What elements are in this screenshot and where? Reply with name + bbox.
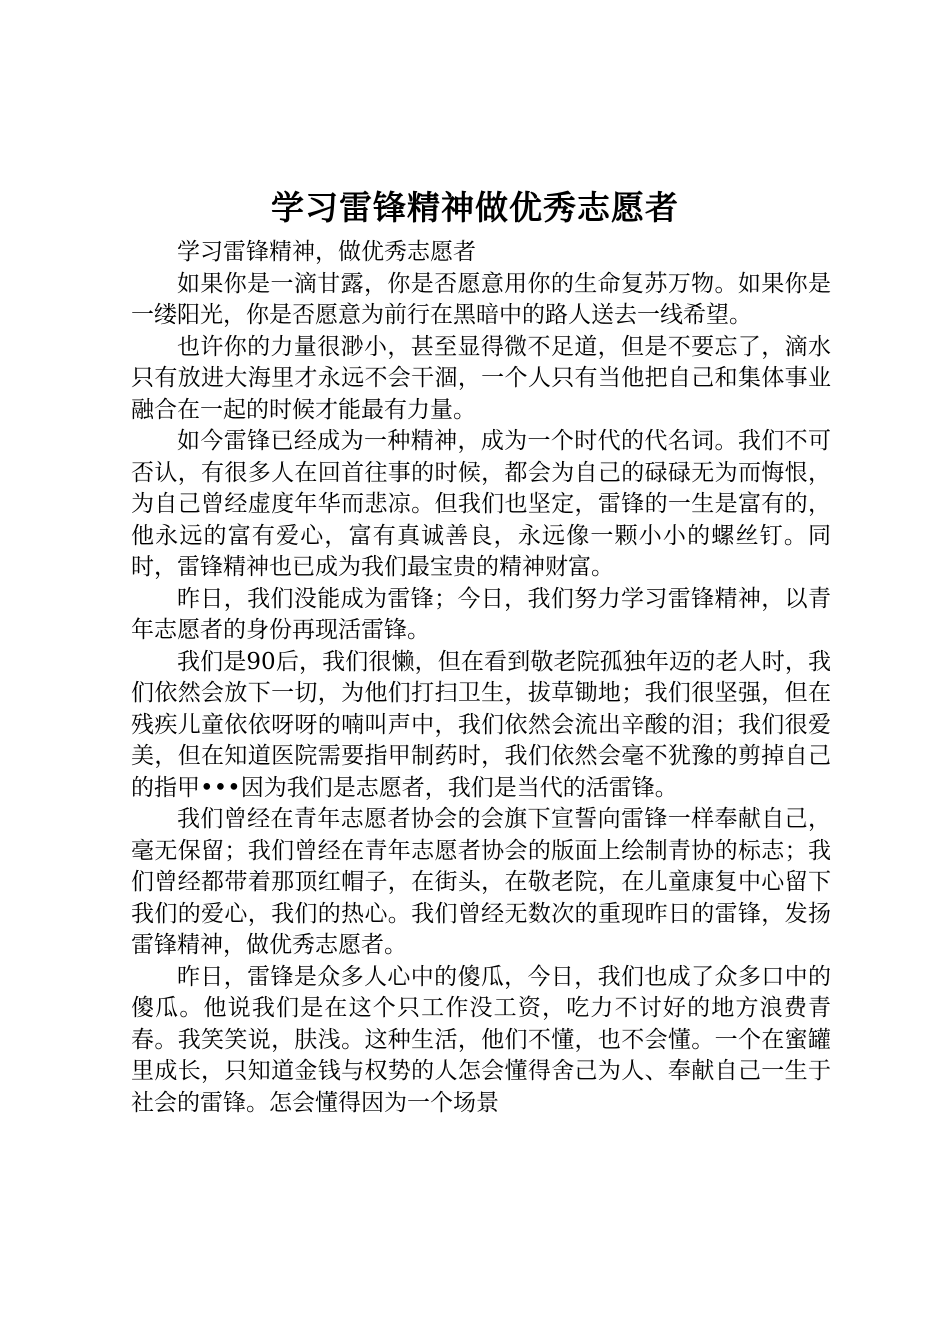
paragraph: 昨日，雷锋是众多人心中的傻瓜，今日，我们也成了众多口中的傻瓜。他说我们是在这个只工作没工资，吃力不讨好的地方浪费青春。我笑笑说，肤浅。这种生活，他们不懂，也不会懂。一个在蜜罐里成长，只知道金钱与权势的人怎会懂得舍己为人、奉献自己一生于社会的雷锋。怎会懂得因为一个场景: [131, 963, 831, 1116]
paragraph: 如果你是一滴甘露，你是否愿意用你的生命复苏万物。如果你是一缕阳光，你是否愿意为前行在黑暗中的路人送去一线希望。: [131, 270, 831, 328]
document-title: 学习雷锋精神做优秀志愿者: [271, 188, 679, 227]
paragraph: 如今雷锋已经成为一种精神，成为一个时代的代名词。我们不可否认，有很多人在回首往事的时候，都会为自己的碌碌无为而悔恨，为自己曾经虚度年华而悲凉。但我们也坚定，雷锋的一生是富有的，他永远的富有爱心，富有真诚善良，永远像一颗小小的螺丝钉。同时，雷锋精神也已成为我们最宝贵的精神财富。: [131, 428, 831, 580]
paragraph: 我们曾经在青年志愿者协会的会旗下宣誓向雷锋一样奉献自己，毫无保留；我们曾经在青年志愿者协会的版面上绘制青协的标志；我们曾经都带着那顶红帽子，在街头，在敬老院，在儿童康复中心留下我们的爱心，我们的热心。我们曾经无数次的重现昨日的雷锋，发扬雷锋精神，做优秀志愿者。: [131, 806, 831, 958]
paragraph: 昨日，我们没能成为雷锋；今日，我们努力学习雷锋精神，以青年志愿者的身份再现活雷锋。: [131, 585, 831, 643]
paragraph: 也许你的力量很渺小，甚至显得微不足道，但是不要忘了，滴水只有放进大海里才永远不会干涸，一个人只有当他把自己和集体事业融合在一起的时候才能最有力量。: [131, 333, 831, 423]
paragraph: 我们是90后，我们很懒，但在看到敬老院孤独年迈的老人时，我们依然会放下一切，为他们打扫卫生，拔草锄地；我们很坚强，但在残疾儿童依依呀呀的喃叫声中，我们依然会流出辛酸的泪；我们很爱美，但在知道医院需要指甲制药时，我们依然会毫不犹豫的剪掉自己的指甲•••因为我们是志愿者，我们是当代的活雷锋。: [131, 648, 831, 801]
document-body: [131, 237, 831, 1119]
paragraph: 学习雷锋精神，做优秀志愿者: [177, 239, 476, 265]
